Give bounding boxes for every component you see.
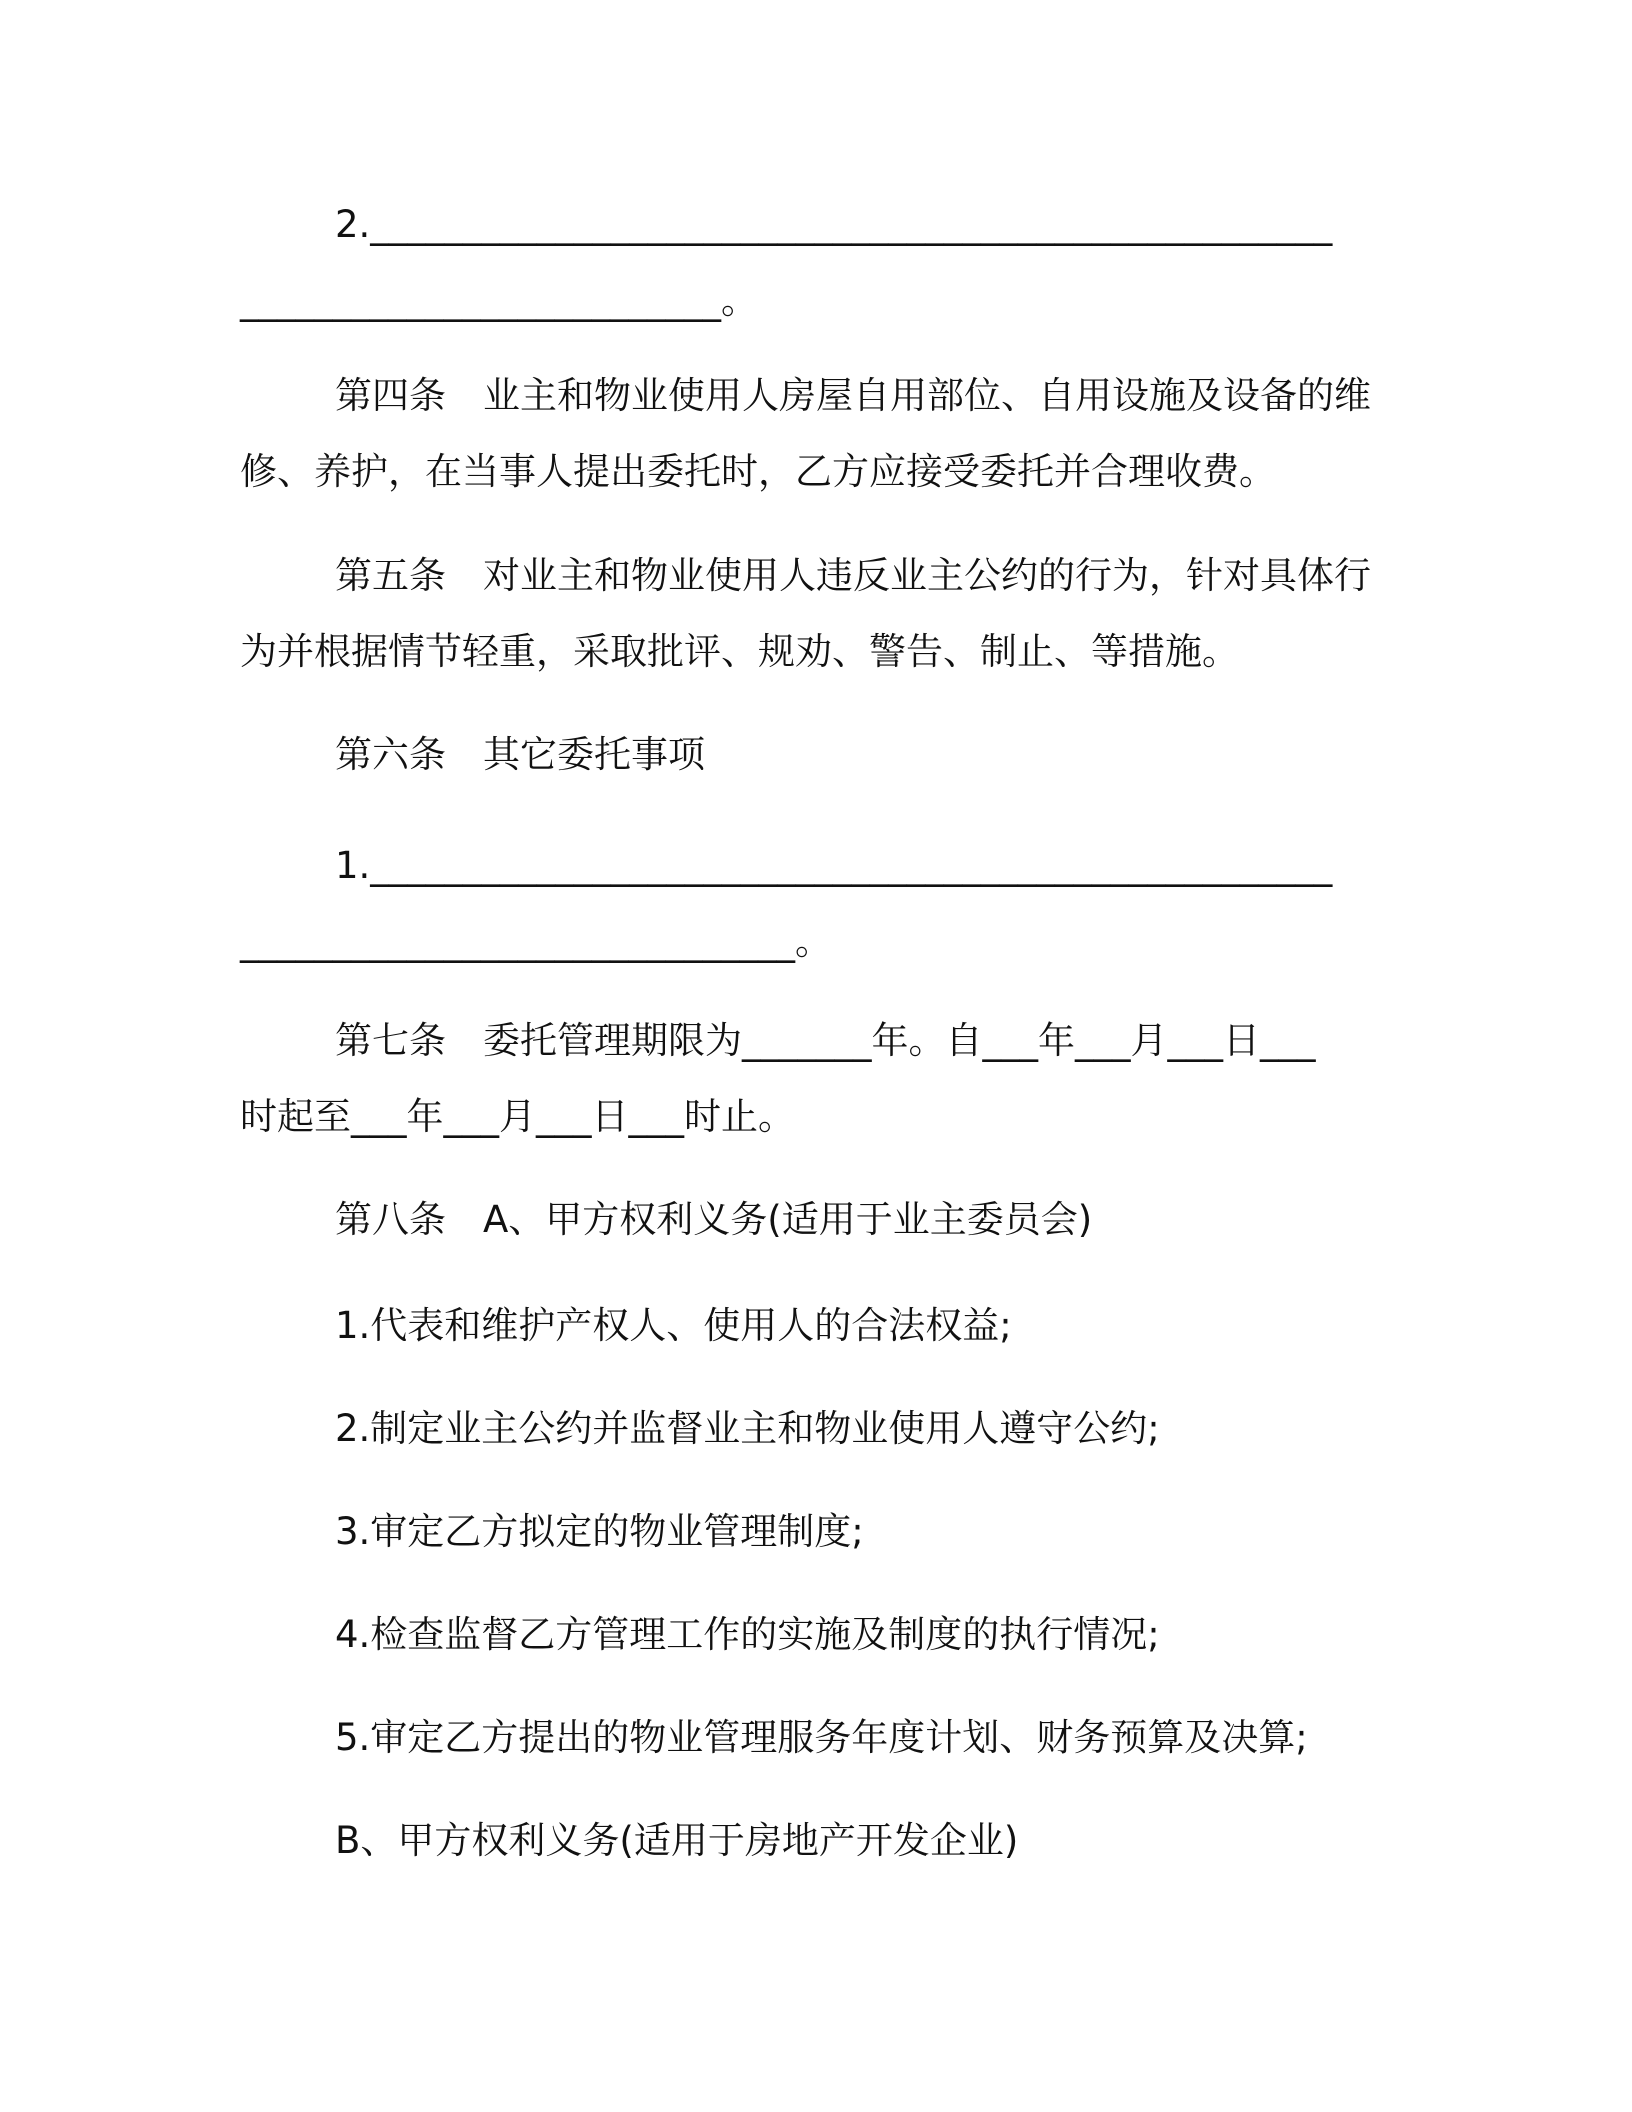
article-4-line-2: 修、养护，在当事人提出委托时，乙方应接受委托并合理收费。 <box>240 450 1276 493</box>
article-6-item-1-line-2: ______________________________。 <box>240 920 832 963</box>
article-8-a-item-3: 3.审定乙方拟定的物业管理制度; <box>335 1510 864 1553</box>
article-8-a-item-4: 4.检查监督乙方管理工作的实施及制度的执行情况; <box>335 1613 1160 1656</box>
article-7-line-2: 时起至___年___月___日___时止。 <box>240 1095 795 1138</box>
article-4-line-1: 第四条 业主和物业使用人房屋自用部位、自用设施及设备的维 <box>335 374 1371 417</box>
clause-3-item-2-line-2: __________________________。 <box>240 279 758 322</box>
article-5-line-1: 第五条 对业主和物业使用人违反业主公约的行为，针对具体行 <box>335 554 1371 597</box>
clause-3-item-2-line-1: 2.____________________________________________________ <box>335 203 1333 246</box>
article-8-b-heading: B、甲方权利义务(适用于房地产开发企业) <box>335 1819 1019 1862</box>
article-8-a-item-2: 2.制定业主公约并监督业主和物业使用人遵守公约; <box>335 1407 1160 1450</box>
article-8-a-item-5: 5.审定乙方提出的物业管理服务年度计划、财务预算及决算; <box>335 1716 1308 1759</box>
article-8-heading: 第八条 A、甲方权利义务(适用于业主委员会) <box>335 1198 1093 1241</box>
article-6-heading: 第六条 其它委托事项 <box>335 733 705 776</box>
article-7-line-1: 第七条 委托管理期限为_______年。自___年___月___日___ <box>335 1019 1316 1062</box>
article-6-item-1-line-1: 1.____________________________________________________ <box>335 844 1333 887</box>
article-8-a-item-1: 1.代表和维护产权人、使用人的合法权益; <box>335 1304 1012 1347</box>
article-5-line-2: 为并根据情节轻重，采取批评、规劝、警告、制止、等措施。 <box>240 630 1239 673</box>
